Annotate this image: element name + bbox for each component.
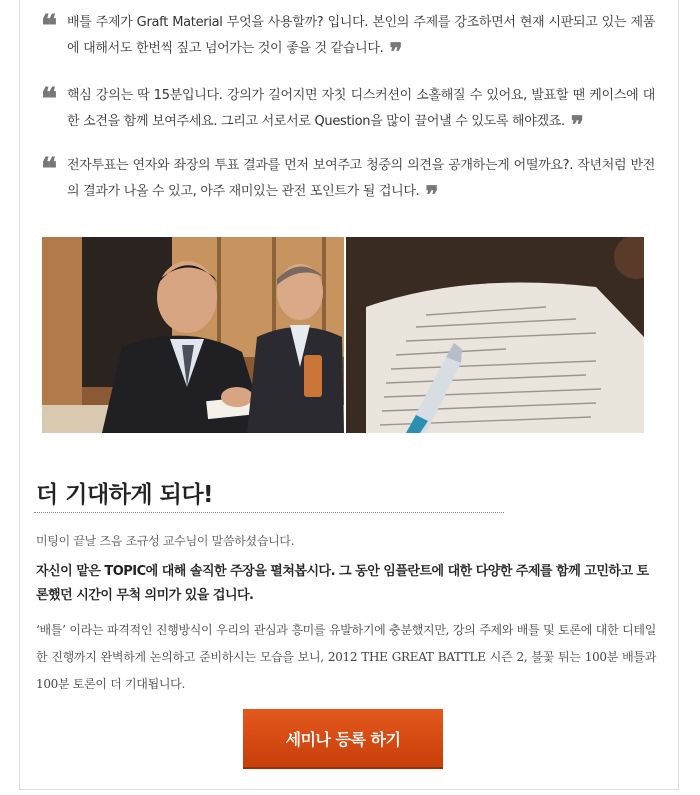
intro-text: 미팅이 끝날 즈음 조규성 교수님이 말씀하셨습니다. bbox=[36, 534, 295, 548]
quote-text: 전자투표는 연자와 좌장의 투표 결과를 먼저 보여주고 청중의 의견을 공개하는게 어떨까요?. 작년처럼 반전의 결과가 나올 수 있고, 아주 재미있는 관전 포인트가 될 겁니다. bbox=[67, 158, 655, 199]
meeting-photo-icon bbox=[42, 237, 344, 433]
section-title: 더 기대하게 되다! bbox=[36, 482, 214, 508]
close-quote-icon: ❞ bbox=[425, 180, 439, 209]
body-text: ‘배틀’ 이라는 파격적인 진행방식이 우리의 관심과 흥미를 유발하기에 충분했지만, 강의 주제와 배틀 및 토론에 대한 디테일한 진행까지 완벽하게 논의하고 준비하시는 모습을 보니, 2012 THE GREAT BATTLE 시즌 2, 불꽃 튀는 100분 배틀과 100분 토론이 더 기대됩니다. bbox=[36, 623, 656, 691]
quote-1 bbox=[41, 9, 655, 66]
seminar-register-button[interactable]: 세미나 등록 하기 bbox=[243, 709, 443, 767]
quote-text: 핵심 강의는 딱 15분입니다. 강의가 길어지면 자칫 디스커션이 소홀해질 수 있어요, 발표할 땐 케이스에 대한 소견을 함께 보여주세요. 그리고 서로서로 Question을 많이 끌어낼 수 있도록 해야겠죠. bbox=[67, 88, 655, 129]
article-card bbox=[19, 0, 679, 790]
quote-3 bbox=[41, 152, 655, 209]
quote-2 bbox=[41, 82, 655, 139]
open-quote-icon: ❝ bbox=[41, 9, 57, 44]
close-quote-icon: ❞ bbox=[570, 110, 584, 139]
highlight-text: 자신이 맡은 TOPIC에 대해 솔직한 주장을 펼쳐봅시다. 그 동안 임플란트에 대한 다양한 주제를 함께 고민하고 토론했던 시간이 무척 의미가 있을 겁니다. bbox=[36, 564, 649, 603]
document-photo bbox=[346, 237, 644, 433]
meeting-photo bbox=[42, 237, 344, 433]
open-quote-icon: ❝ bbox=[41, 82, 57, 117]
close-quote-icon: ❞ bbox=[389, 37, 403, 66]
open-quote-icon: ❝ bbox=[41, 152, 57, 187]
quote-text: 배틀 주제가 Graft Material 무엇을 사용할까? 입니다. 본인의 주제를 강조하면서 현재 시판되고 있는 제품에 대해서도 한번씩 짚고 넘어가는 것이 좋을 것 같습니다. bbox=[67, 15, 655, 56]
document-pen-photo-icon bbox=[346, 237, 644, 433]
section-divider bbox=[34, 512, 504, 513]
